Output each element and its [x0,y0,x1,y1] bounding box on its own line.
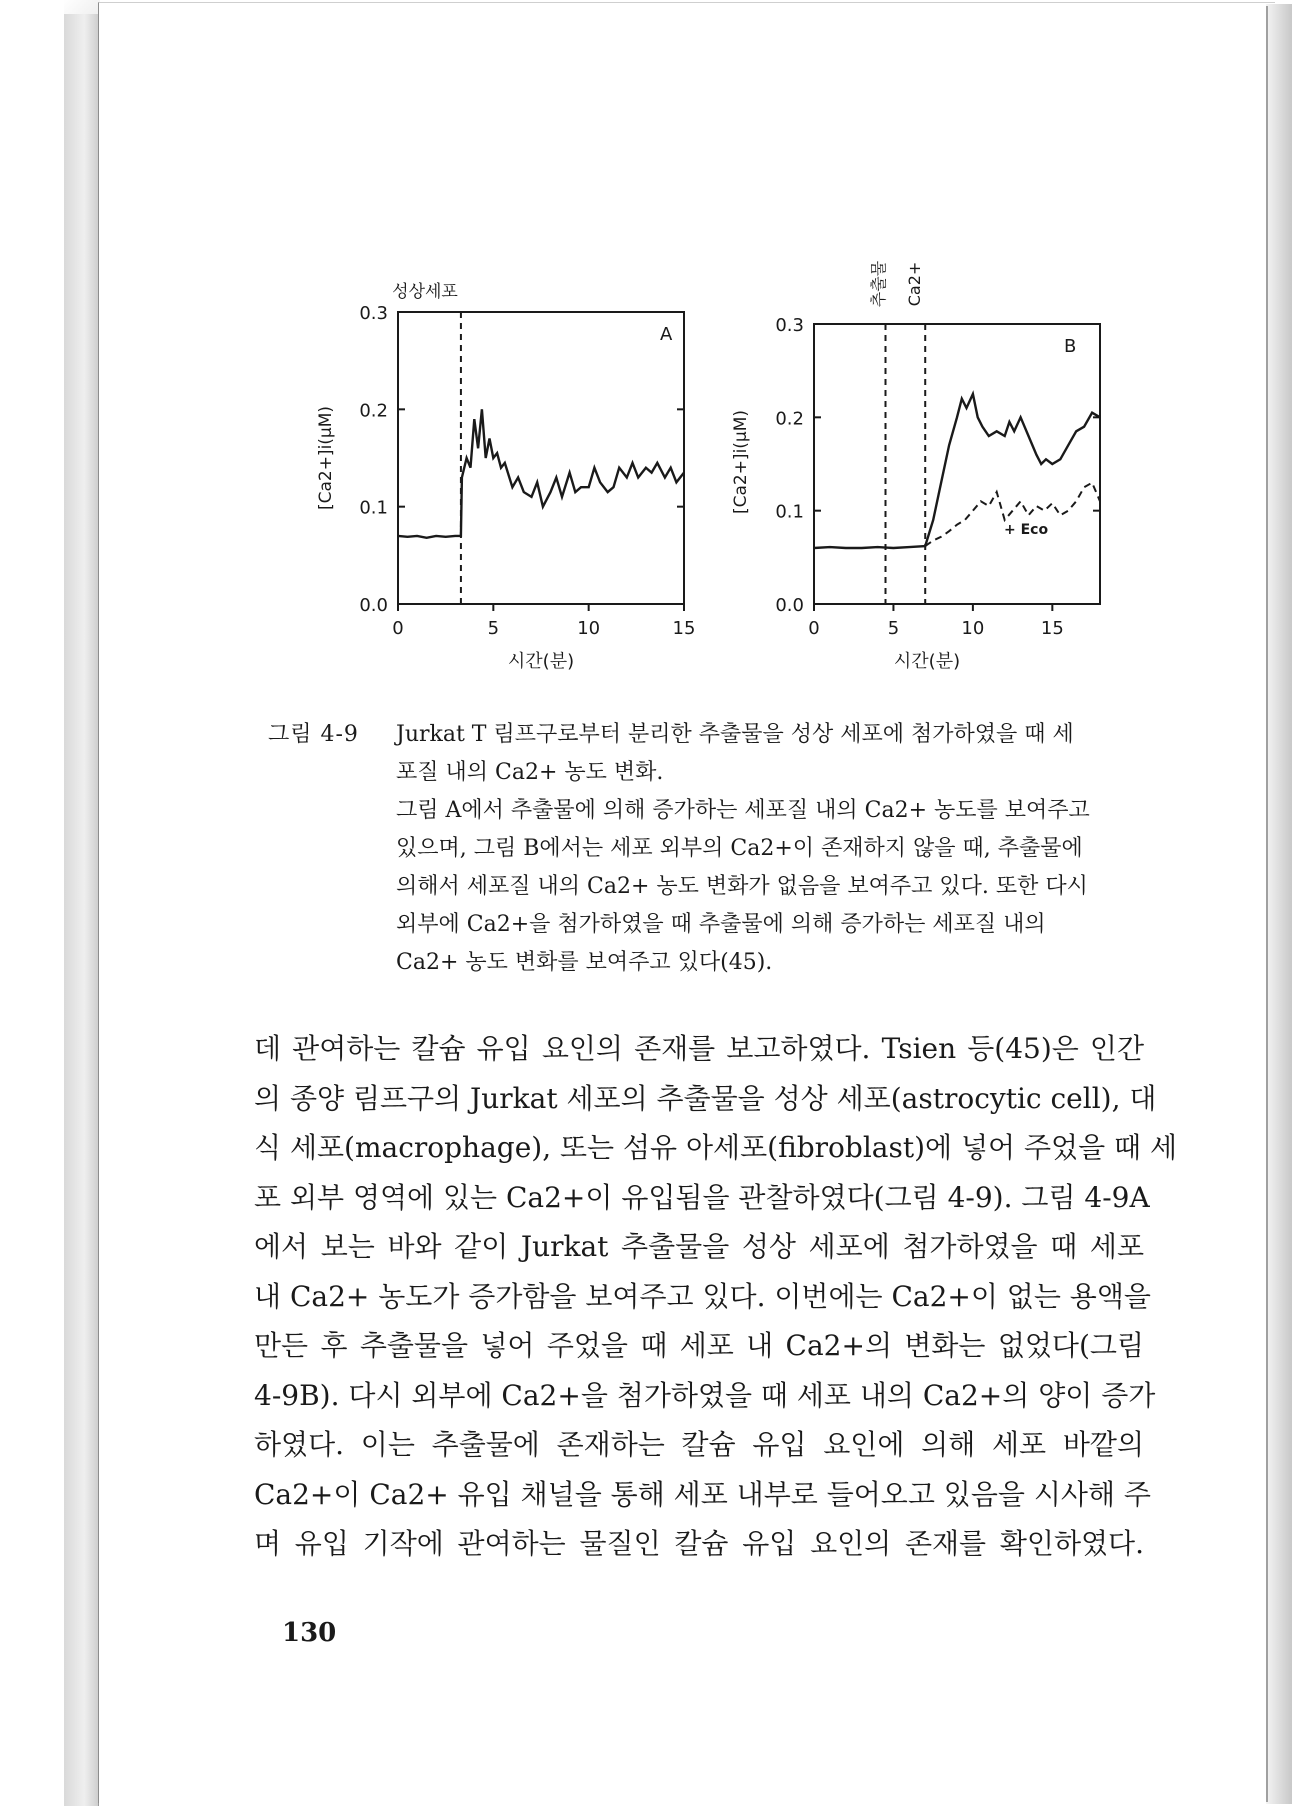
y-tick-label: 0.2 [775,408,804,430]
x-tick-label: 0 [808,618,820,639]
x-tick-label: 15 [672,618,696,639]
body-line: 만든 후 추출물을 넣어 주었을 때 세포 내 Ca2+의 변화는 없었다(그림 [254,1329,1144,1362]
body-line: 포 외부 영역에 있는 Ca2+이 유입됨을 관찰하였다(그림 4-9). 그림 4-9A [254,1180,1150,1214]
y-tick-label: 0.3 [775,315,804,336]
y-tick-label: 0.1 [359,497,388,519]
body-line: 의 종양 림프구의 Jurkat 세포의 추출물을 성상 세포(astrocytic cell), 대 [254,1081,1157,1115]
x-tick-label: 10 [577,618,601,639]
body-paragraph [254,1024,1178,1569]
figure-b-x-label: 시간(분) [893,651,961,672]
figure-a [310,270,710,690]
caption-line: 그림 A에서 추출물에 의해 증가하는 세포질 내의 Ca2+ 농도를 보여주고 [396,798,1090,823]
figure-a-panel-letter: A [660,324,673,345]
y-tick-label: 0.2 [359,400,388,422]
body-line: 4-9B). 다시 외부에 Ca2+을 첨가하였을 때 세포 내의 Ca2+의 양이 증가 [254,1378,1156,1412]
body-line: 하였다. 이는 추출물에 존재하는 칼슘 유입 요인에 의해 세포 바깥의 [254,1428,1144,1461]
y-tick-label: 0.3 [359,303,388,324]
figure-b-frame [814,324,1100,604]
page-number: 130 [282,1618,337,1648]
x-tick-label: 15 [1040,618,1064,639]
figure-b-marker-label-2: Ca2+ [905,261,924,307]
y-tick-label: 0.0 [775,595,804,616]
figure-b-chart [722,252,1122,692]
figure-a-x-label: 시간(분) [507,651,575,672]
figure-a-y-label: [Ca2+]i(μM) [316,405,336,511]
caption-line: 포질 내의 Ca2+ 농도 변화. [396,760,664,785]
figure-a-marker-label: 성상세포 [392,282,458,302]
figure-a-frame [398,312,684,604]
body-line: 데 관여하는 칼슘 유입 요인의 존재를 보고하였다. Tsien 등(45)은 인간 [254,1032,1144,1065]
x-tick-label: 5 [487,618,500,639]
x-tick-label: 0 [392,618,404,639]
body-line: 에서 보는 바와 같이 Jurkat 추출물을 성상 세포에 첨가하였을 때 세포 [254,1230,1144,1263]
caption-line: 외부에 Ca2+을 첨가하였을 때 추출물에 의해 증가하는 세포질 내의 [396,912,1046,937]
page-edge-line [1266,6,1268,1802]
figure-b-y-label: [Ca2+]i(μM) [731,409,751,515]
page-edge-right [1266,4,1292,1804]
book-spine [64,14,99,1806]
x-tick-label: 10 [961,618,985,639]
body-line: 식 세포(macrophage), 또는 섬유 아세포(fibroblast)에 넣어 주었을 때 세 [254,1131,1178,1164]
caption-line: 있으며, 그림 B에서는 세포 외부의 Ca2+이 존재하지 않을 때, 추출물에 [396,836,1083,861]
caption-line: 의해서 세포질 내의 Ca2+ 농도 변화가 없음을 보여주고 있다. 또한 다시 [396,874,1088,899]
figure-b-marker-label-1: 추출물 [869,260,888,308]
figure-a-chart [310,270,710,690]
body-line: Ca2+이 Ca2+ 유입 채널을 통해 세포 내부로 들어오고 있음을 시사해 주 [254,1477,1151,1511]
figure-b-ticks [775,315,1100,639]
body-line: 내 Ca2+ 농도가 증가함을 보여주고 있다. 이번에는 Ca2+이 없는 용액을 [254,1279,1151,1313]
y-tick-label: 0.0 [359,595,388,616]
x-tick-label: 5 [887,618,900,639]
caption-line: Jurkat T 림프구로부터 분리한 추출물을 성상 세포에 첨가하였을 때 세 [396,722,1074,747]
caption-label: 그림 4-9 [268,722,359,747]
figure-a-ticks [359,303,695,639]
figure-a-series-line [398,409,684,538]
figure-b-panel-letter: B [1064,336,1077,357]
body-line: 며 유입 기작에 관여하는 물질인 칼슘 유입 요인의 존재를 확인하였다. [254,1527,1144,1560]
caption-body [396,716,1156,982]
y-tick-label: 0.1 [775,501,804,523]
figure-b [722,252,1122,692]
caption-line: Ca2+ 농도 변화를 보여주고 있다(45). [396,950,773,975]
figure-b-series-label: + Eco [1004,522,1049,538]
